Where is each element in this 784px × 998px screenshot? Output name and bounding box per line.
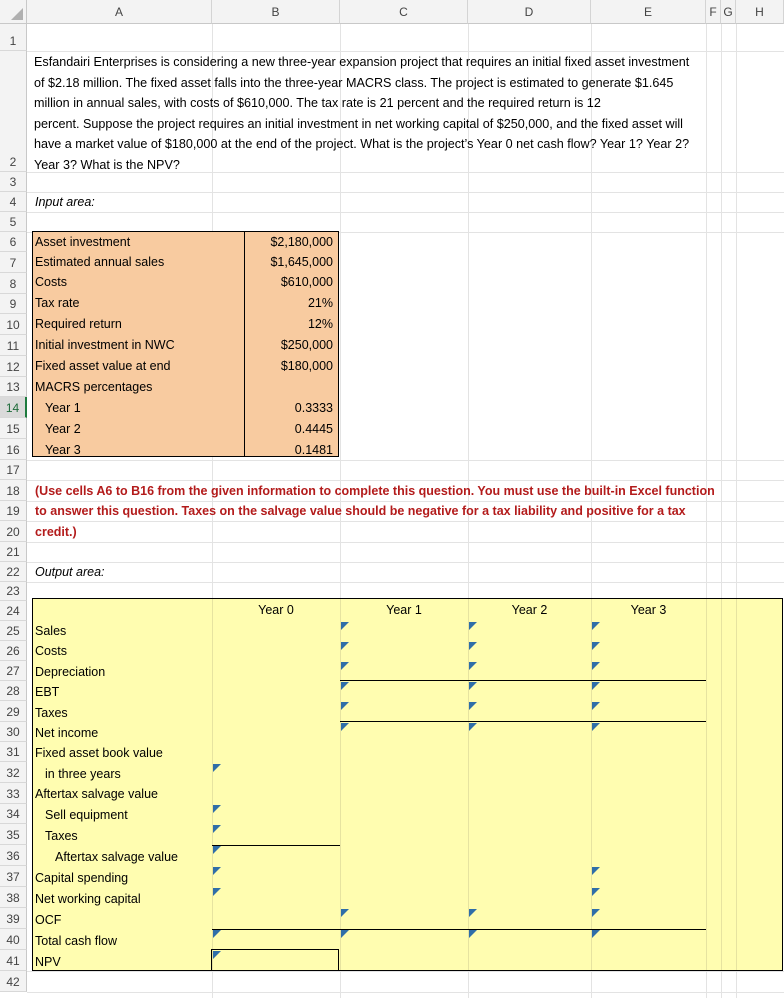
border-underline <box>340 721 706 722</box>
cell-indicator-icon <box>592 642 600 650</box>
row-header[interactable]: 13 <box>0 377 27 397</box>
output-label-sales[interactable]: Sales <box>35 624 67 638</box>
cell-indicator-icon <box>592 662 600 670</box>
row-header[interactable]: 12 <box>0 356 27 377</box>
row-header[interactable]: 35 <box>0 824 27 845</box>
cell-indicator-icon <box>469 682 477 690</box>
cell-indicator-icon <box>341 930 349 938</box>
cell-indicator-icon <box>213 805 221 813</box>
row-header[interactable]: 18 <box>0 480 27 501</box>
cell-indicator-icon <box>213 764 221 772</box>
border-underline <box>212 845 340 846</box>
input-label[interactable]: Year 1 <box>45 401 81 415</box>
row-header[interactable]: 22 <box>0 562 27 582</box>
input-area-label: Input area: <box>35 195 95 209</box>
input-label[interactable]: Year 3 <box>45 443 81 457</box>
row-header[interactable]: 4 <box>0 192 27 212</box>
row-header[interactable]: 7 <box>0 252 27 273</box>
instruction-line: to answer this question. Taxes on the salvage value should be negative for a tax liability and positive for a tax <box>35 504 686 518</box>
row-header[interactable]: 6 <box>0 232 27 252</box>
row-header[interactable]: 10 <box>0 314 27 335</box>
row-header[interactable]: 39 <box>0 908 27 929</box>
border-underline <box>340 680 706 681</box>
output-label-net-income[interactable]: Net income <box>35 726 99 740</box>
problem-line: of $2.18 million. The fixed asset falls into the three-year MACRS class. The project is estimated to generate $1.645 <box>34 75 674 90</box>
cell-indicator-icon <box>213 930 221 938</box>
output-area-label: Output area: <box>35 565 105 579</box>
input-value[interactable]: $2,180,000 <box>270 235 333 249</box>
row-header[interactable]: 1 <box>0 24 27 51</box>
row-header[interactable]: 5 <box>0 212 27 232</box>
row-header[interactable]: 23 <box>0 582 27 601</box>
cell-indicator-icon <box>469 930 477 938</box>
row-header[interactable]: 34 <box>0 804 27 824</box>
cell-indicator-icon <box>592 888 600 896</box>
row-header-selected[interactable]: 14 <box>0 397 27 418</box>
col-header-e[interactable]: E <box>591 0 706 24</box>
col-header-d[interactable]: D <box>468 0 591 24</box>
input-value[interactable]: $1,645,000 <box>270 255 333 269</box>
output-label-book-value[interactable]: Fixed asset book value <box>35 746 163 760</box>
input-value[interactable]: 12% <box>307 317 333 331</box>
output-area <box>32 598 783 971</box>
row-header[interactable]: 25 <box>0 621 27 641</box>
cell-indicator-icon <box>469 702 477 710</box>
output-label-salvage-taxes[interactable]: Taxes <box>45 829 78 843</box>
output-label-ebt[interactable]: EBT <box>35 685 60 699</box>
row-header[interactable]: 15 <box>0 418 27 439</box>
input-value[interactable]: $250,000 <box>280 338 333 352</box>
cell-indicator-icon <box>213 825 221 833</box>
row-header[interactable]: 9 <box>0 294 27 314</box>
row-header[interactable]: 11 <box>0 335 27 356</box>
col-header-f[interactable]: F <box>706 0 721 24</box>
problem-line: Esfandairi Enterprises is considering a new three-year expansion project that requires an initial fixed asset investment <box>34 55 690 69</box>
header-year-3: Year 3 <box>630 603 667 617</box>
select-all-corner[interactable] <box>0 0 27 24</box>
output-label-ocf[interactable]: OCF <box>35 913 62 927</box>
row-header[interactable]: 30 <box>0 722 27 742</box>
input-label[interactable]: Initial investment in NWC <box>35 338 175 352</box>
problem-line: million in annual sales, with costs of $610,000. The tax rate is 21 percent and the required return is 12 <box>34 96 601 111</box>
output-label-three-years[interactable]: in three years <box>45 767 121 781</box>
cell-indicator-icon <box>592 723 600 731</box>
row-header[interactable]: 19 <box>0 501 27 521</box>
output-label-depreciation[interactable]: Depreciation <box>35 665 106 679</box>
input-label[interactable]: Year 2 <box>45 422 81 436</box>
cell-indicator-icon <box>341 642 349 650</box>
npv-input-cell[interactable] <box>211 949 339 971</box>
cell-indicator-icon <box>213 951 221 959</box>
row-header[interactable]: 17 <box>0 460 27 480</box>
output-label-aftertax-salvage-value[interactable]: Aftertax salvage value <box>55 850 178 864</box>
cell-indicator-icon <box>213 846 221 854</box>
input-value[interactable]: 0.1481 <box>294 443 333 457</box>
instruction-line: (Use cells A6 to B16 from the given information to complete this question. You must use the built-in Excel function <box>35 484 715 498</box>
row-header[interactable]: 21 <box>0 542 27 562</box>
col-header-b[interactable]: B <box>212 0 340 24</box>
output-label-aftertax-salvage[interactable]: Aftertax salvage value <box>35 787 158 801</box>
row-header[interactable]: 36 <box>0 845 27 866</box>
cell-indicator-icon <box>469 662 477 670</box>
instruction-line: credit.) <box>35 525 77 539</box>
select-all-icon <box>11 8 23 20</box>
cell-indicator-icon <box>469 723 477 731</box>
row-header[interactable]: 24 <box>0 601 27 621</box>
problem-statement <box>34 52 734 176</box>
row-header[interactable]: 32 <box>0 762 27 783</box>
row-header[interactable]: 2 <box>0 51 27 172</box>
row-header[interactable]: 26 <box>0 641 27 661</box>
border-underline <box>212 929 706 930</box>
header-year-2: Year 2 <box>511 603 548 617</box>
col-header-g[interactable]: G <box>721 0 736 24</box>
output-label-nwc[interactable]: Net working capital <box>35 892 141 906</box>
cell-indicator-icon <box>341 702 349 710</box>
input-value[interactable]: 21% <box>307 296 333 310</box>
input-label[interactable]: Required return <box>35 317 122 331</box>
row-header[interactable]: 16 <box>0 439 27 460</box>
row-header[interactable]: 20 <box>0 521 27 542</box>
cell-indicator-icon <box>341 622 349 630</box>
input-value[interactable]: $180,000 <box>280 359 333 373</box>
cell-indicator-icon <box>469 642 477 650</box>
row-header[interactable]: 41 <box>0 950 27 971</box>
output-label-taxes[interactable]: Taxes <box>35 706 68 720</box>
row-header[interactable]: 28 <box>0 681 27 701</box>
col-header-c[interactable]: C <box>340 0 468 24</box>
cell-indicator-icon <box>213 867 221 875</box>
output-label-capital-spending[interactable]: Capital spending <box>35 871 129 885</box>
row-header[interactable]: 33 <box>0 783 27 804</box>
cell-indicator-icon <box>341 662 349 670</box>
cell-indicator-icon <box>341 909 349 917</box>
input-label[interactable]: MACRS percentages <box>35 380 153 394</box>
row-header[interactable]: 40 <box>0 929 27 950</box>
col-header-a[interactable]: A <box>27 0 212 24</box>
cell-indicator-icon <box>592 702 600 710</box>
input-label[interactable]: Fixed asset value at end <box>35 359 171 373</box>
output-label-sell-equipment[interactable]: Sell equipment <box>45 808 128 822</box>
input-label[interactable]: Tax rate <box>35 296 80 310</box>
cell-indicator-icon <box>469 909 477 917</box>
cell-indicator-icon <box>213 888 221 896</box>
row-header[interactable]: 3 <box>0 172 27 192</box>
problem-line: percent. Suppose the project requires an initial investment in net working capital of $250,000, and the fixed asset will <box>34 116 683 131</box>
row-header[interactable]: 27 <box>0 661 27 681</box>
cell-indicator-icon <box>592 930 600 938</box>
cell-indicator-icon <box>592 909 600 917</box>
row-header[interactable]: 38 <box>0 887 27 908</box>
row-header[interactable]: 29 <box>0 701 27 722</box>
input-label[interactable]: Asset investment <box>35 235 131 249</box>
row-header[interactable]: 8 <box>0 273 27 294</box>
output-label-npv[interactable]: NPV <box>35 955 61 969</box>
header-year-1: Year 1 <box>386 603 422 617</box>
row-header[interactable]: 42 <box>0 971 27 992</box>
problem-line: Year 3? What is the NPV? <box>34 157 180 172</box>
col-header-h[interactable]: H <box>736 0 784 24</box>
cell-indicator-icon <box>592 682 600 690</box>
cell-indicator-icon <box>592 622 600 630</box>
input-value[interactable]: $610,000 <box>280 275 333 289</box>
cell-indicator-icon <box>592 867 600 875</box>
cell-indicator-icon <box>469 622 477 630</box>
problem-line: have a market value of $180,000 at the end of the project. What is the project’s Year 0 net cash flow? Year 1? Year 2? <box>34 137 690 152</box>
input-value[interactable]: 0.3333 <box>294 401 333 415</box>
input-label[interactable]: Estimated annual sales <box>35 255 165 269</box>
output-label-total-cash-flow[interactable]: Total cash flow <box>35 934 117 948</box>
input-value[interactable]: 0.4445 <box>294 422 333 436</box>
input-label[interactable]: Costs <box>35 275 67 289</box>
cell-indicator-icon <box>341 723 349 731</box>
cell-indicator-icon <box>341 682 349 690</box>
output-label-costs[interactable]: Costs <box>35 644 67 658</box>
row-header[interactable]: 37 <box>0 866 27 887</box>
row-header[interactable]: 31 <box>0 742 27 762</box>
header-year-0: Year 0 <box>258 603 294 617</box>
